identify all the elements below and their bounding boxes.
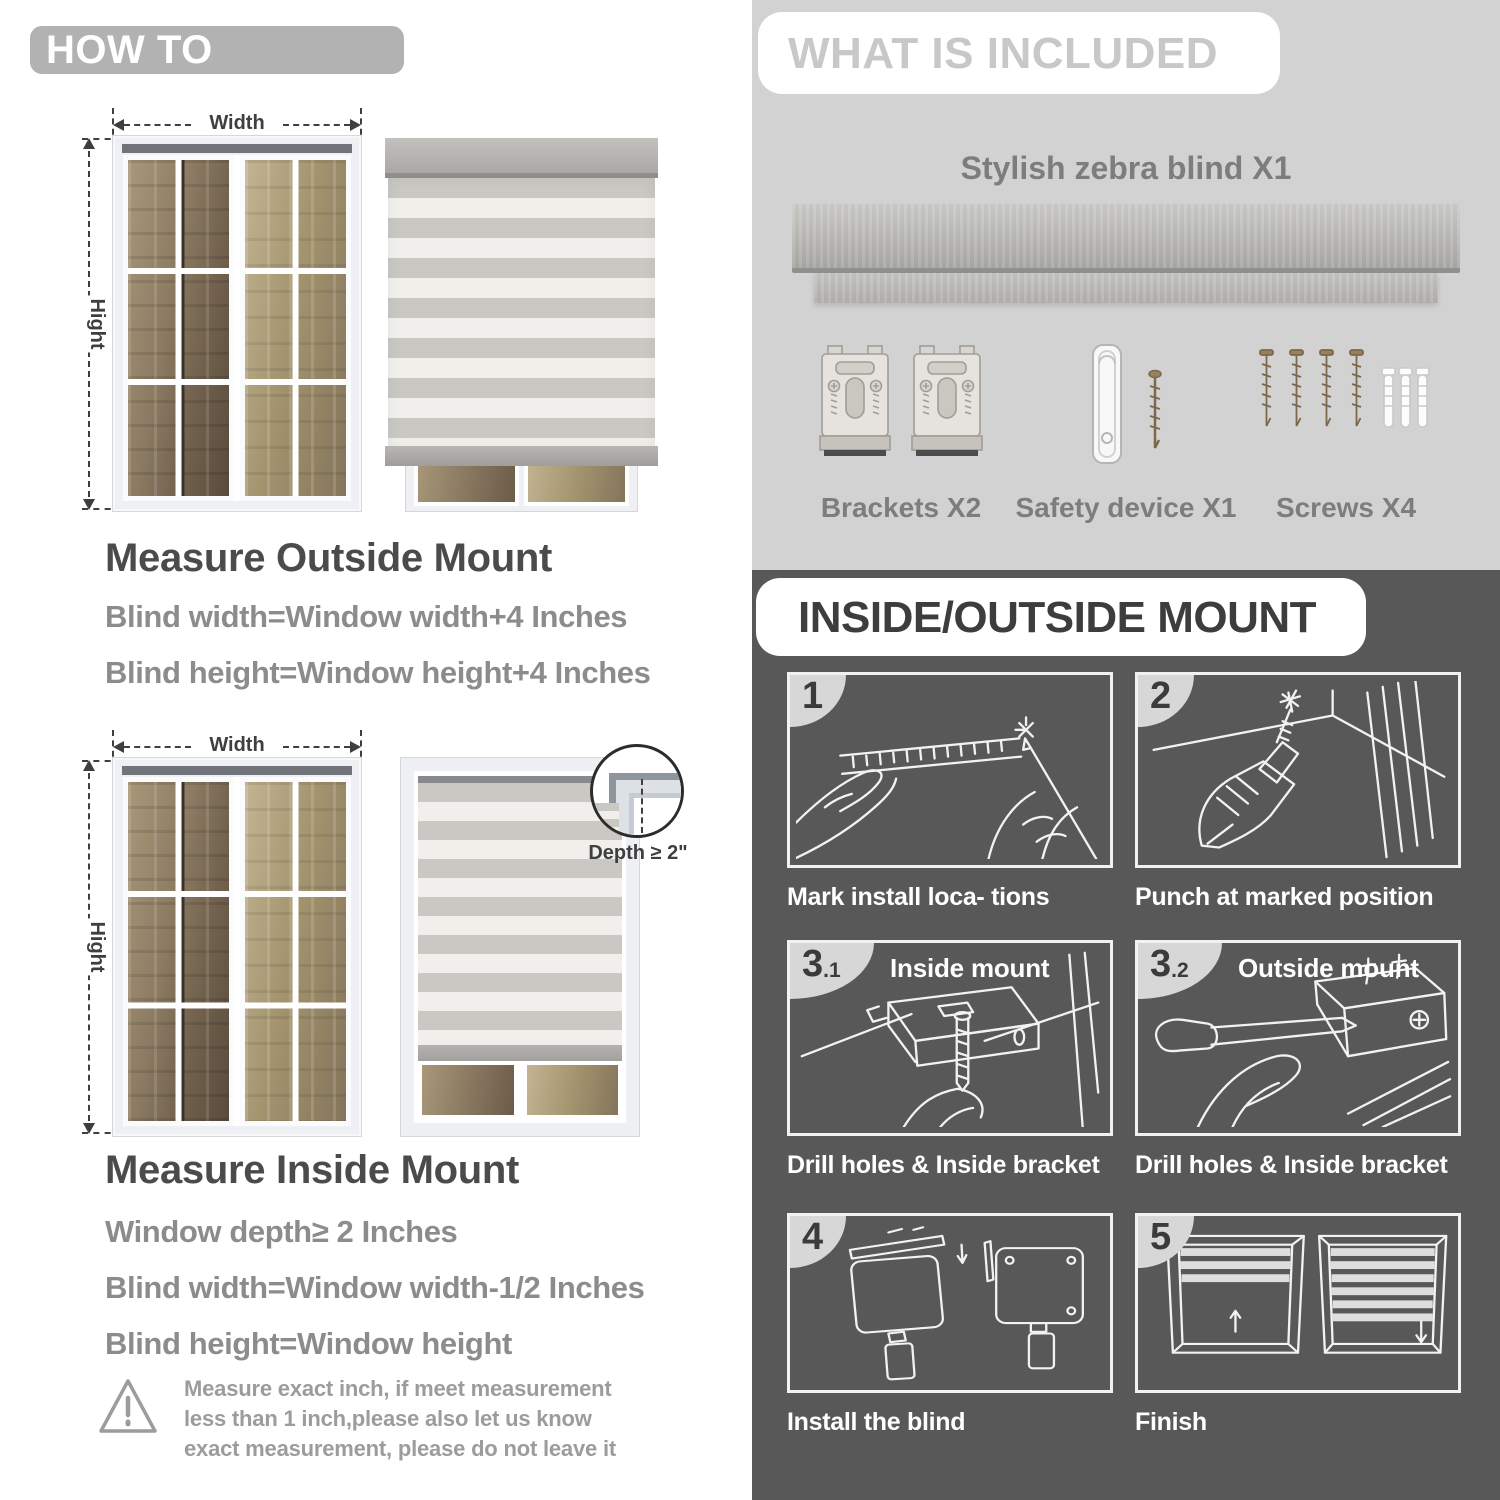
width-arrowhead-right-icon <box>350 119 361 131</box>
window-head-strip <box>122 144 352 153</box>
included-item-screws <box>1246 342 1446 524</box>
what-is-included-title-pill <box>758 12 1280 94</box>
window-casement-left <box>123 155 234 501</box>
step-4-caption: Install the blind <box>787 1408 966 1436</box>
window-pane <box>523 1061 623 1119</box>
step-2-frame <box>1135 672 1461 868</box>
what-is-included-title: WHAT IS INCLUDED <box>788 29 1219 78</box>
width-arrowhead-right-icon <box>350 741 361 753</box>
included-item-safety-device <box>1016 342 1236 524</box>
step-1 <box>787 672 1113 912</box>
outside-mount-line1: Blind width=Window width+4 Inches <box>105 599 628 634</box>
depth-dash-line <box>641 779 643 833</box>
blind-bottomrail <box>385 446 658 466</box>
step-number: 3 <box>1150 943 1172 985</box>
depth-detail-circle <box>590 744 684 838</box>
step-number: 2 <box>1150 675 1172 717</box>
measuring-tape-icon <box>796 681 1104 859</box>
step-4-frame <box>787 1213 1113 1393</box>
inside-mount-line1: Window depth≥ 2 Inches <box>105 1214 458 1249</box>
mount-title: INSIDE/OUTSIDE MOUNT <box>798 593 1317 642</box>
blind-headrail <box>385 138 658 178</box>
zebra-stripes <box>388 178 655 448</box>
step-number: 5 <box>1150 1216 1172 1258</box>
step-number-sub: .1 <box>823 959 841 982</box>
step-4 <box>787 1213 1113 1437</box>
width-dash-right <box>283 124 350 126</box>
window-panes <box>418 1061 622 1119</box>
step-3-1-caption: Drill holes & Inside bracket <box>787 1151 1100 1179</box>
install-blind-icon <box>796 1222 1104 1384</box>
step-3-2-title: Outside mount <box>1238 953 1419 983</box>
step-3-1 <box>787 940 1113 1180</box>
step-1-frame <box>787 672 1113 868</box>
window-pane <box>418 1061 518 1119</box>
bracket-icon <box>818 342 984 464</box>
inside-mount-line3: Blind height=Window height <box>105 1326 512 1361</box>
step-5 <box>1135 1213 1461 1437</box>
frame-corner-inner <box>629 793 684 838</box>
product-label: Stylish zebra blind X1 <box>960 150 1292 186</box>
window-photo-outside <box>112 135 362 512</box>
step-5-caption: Finish <box>1135 1408 1207 1436</box>
height-label: Hight <box>77 918 116 975</box>
window-casements <box>123 777 351 1126</box>
safety-device-label: Safety device X1 <box>1015 492 1237 523</box>
window-casement-right <box>240 155 351 501</box>
window-casement-left <box>123 777 234 1126</box>
height-label: Hight <box>77 295 116 352</box>
drill-icon <box>1144 681 1452 859</box>
step-2 <box>1135 672 1461 912</box>
step-1-caption: Mark install loca- tions <box>787 883 1050 911</box>
blind-bottomrail <box>418 1045 622 1061</box>
mount-title-pill <box>756 578 1366 656</box>
window-photo-inside <box>112 757 362 1137</box>
window-head-strip <box>122 766 352 775</box>
step-5-frame <box>1135 1213 1461 1393</box>
included-item-brackets <box>806 342 996 524</box>
warning-icon <box>96 1374 160 1442</box>
step-2-caption: Punch at marked position <box>1135 883 1434 911</box>
width-label: Width <box>209 112 265 134</box>
zebra-blind-headrail-image <box>792 204 1460 273</box>
inside-mount-heading: Measure Inside Mount <box>105 1148 520 1192</box>
zebra-blind-outside-figure <box>385 138 658 512</box>
window-casement-right <box>240 777 351 1126</box>
outside-mount-line2: Blind height=Window height+4 Inches <box>105 655 651 690</box>
blind-corner <box>590 803 619 838</box>
step-number: 3 <box>802 943 824 985</box>
finished-blinds-icon <box>1144 1222 1452 1384</box>
outside-mount-heading: Measure Outside Mount <box>105 536 553 580</box>
screws-label: Screws X4 <box>1275 492 1417 523</box>
warning-text: Measure exact inch, if meet measurement less than 1 inch,please also let us know exact measurement, please do not leave it <box>184 1376 616 1461</box>
step-3-1-title: Inside mount <box>890 953 1050 983</box>
inside-mount-line2: Blind width=Window width-1/2 Inches <box>105 1270 645 1305</box>
depth-label: Depth ≥ 2" <box>588 842 688 864</box>
how-to-measure-title: HOW TO MEASURE <box>46 28 250 121</box>
height-arrow-outside <box>74 138 109 510</box>
height-arrow-inside <box>74 760 109 1134</box>
how-to-measure-title-pill <box>30 26 404 121</box>
step-3-2-caption: Drill holes & Inside bracket <box>1135 1151 1448 1179</box>
step-number: 1 <box>802 675 824 717</box>
safety-device-icon <box>1071 342 1181 472</box>
width-label: Width <box>209 734 265 756</box>
brackets-label: Brackets X2 <box>820 492 982 523</box>
screws-icon <box>1258 342 1434 446</box>
step-3-2-frame <box>1135 940 1461 1136</box>
step-number-sub: .2 <box>1171 959 1189 982</box>
step-3-1-frame <box>787 940 1113 1136</box>
zebra-stripes <box>418 783 622 1045</box>
step-3-2 <box>1135 940 1461 1180</box>
step-number: 4 <box>802 1216 824 1258</box>
zebra-blind-fabric-roll <box>814 273 1438 303</box>
width-dash-right <box>283 746 350 748</box>
window-casements <box>123 155 351 501</box>
